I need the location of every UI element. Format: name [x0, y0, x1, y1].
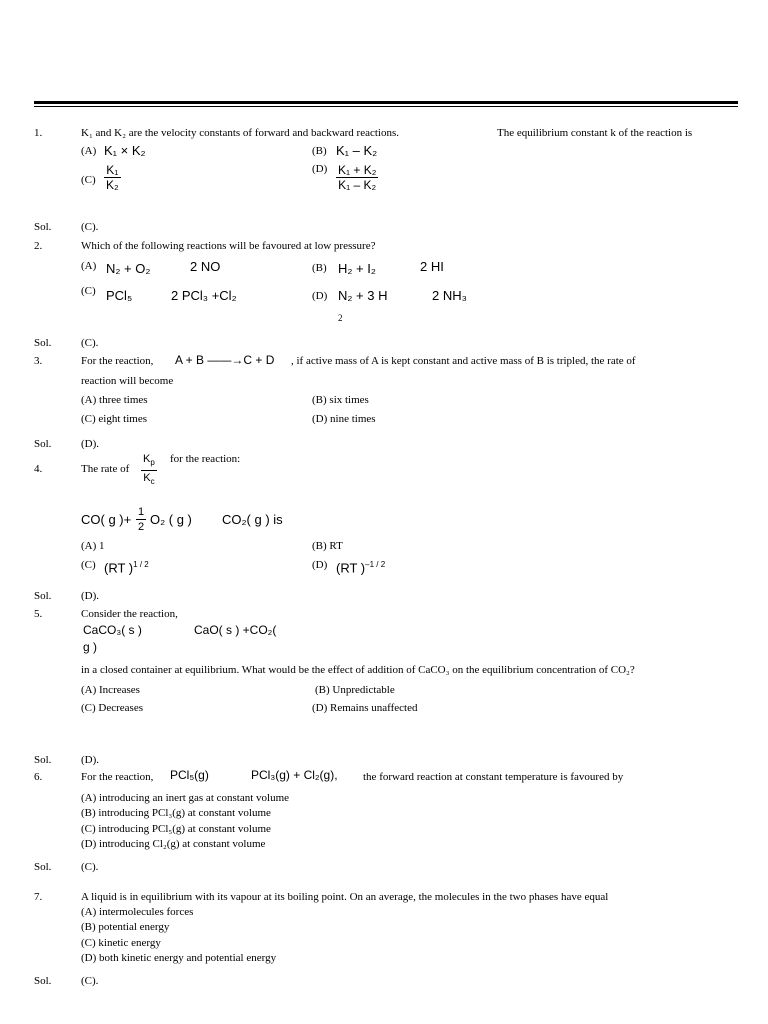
question-number: 5.: [34, 608, 43, 620]
option-a: (A) Increases: [81, 684, 140, 696]
solution-answer: (C).: [81, 221, 99, 233]
fraction-numerator: 1: [138, 506, 145, 518]
fraction-numerator: K₁: [104, 163, 121, 178]
option-a: (A) intermolecules forces: [81, 906, 194, 918]
option-b: (B) Unpredictable: [315, 684, 395, 696]
solution-answer: (C).: [81, 861, 99, 873]
header-rule-thin: [34, 106, 738, 107]
solution-label: Sol.: [34, 590, 52, 602]
option-b-reactants: H₂ + I₂: [338, 261, 376, 276]
option-c-fraction: [104, 163, 121, 192]
option-d-subscript: 2: [338, 313, 343, 323]
option-b: (B) introducing PCl₃(g) at constant volume: [81, 807, 271, 819]
option-c: (C) kinetic energy: [81, 937, 161, 949]
solution-label: Sol.: [34, 754, 52, 766]
option-d-products: 2 NH₃: [432, 288, 467, 303]
question-text: A liquid is in equilibrium with its vapour at its boiling point. On an average, the molecules in the two phases have equal: [81, 891, 609, 903]
question-text: For the reaction,: [81, 355, 154, 367]
option-label: (C): [81, 285, 96, 297]
kp-kc-fraction: [141, 452, 157, 489]
header-rule-thick: [34, 101, 738, 104]
option-b-products: 2 HI: [420, 259, 444, 274]
option-label: (D): [312, 290, 328, 302]
solution-label: Sol.: [34, 975, 52, 987]
question-text: , if active mass of A is kept constant and active mass of B is tripled, the rate of: [291, 355, 636, 367]
half-fraction: [136, 505, 146, 534]
question-number: 7.: [34, 891, 43, 903]
option-label: (B): [312, 262, 327, 274]
fraction-numerator: $K_p$: [141, 452, 157, 471]
option-d-reactants: N₂ + 3 H: [338, 288, 388, 303]
solution-label: Sol.: [34, 337, 52, 349]
question-text: K₁ and K₂ are the velocity constants of forward and backward reactions.: [81, 127, 399, 139]
question-text: The equilibrium constant k of the reaction is: [497, 127, 693, 139]
solution-label: Sol.: [34, 221, 52, 233]
option-b: (B) potential energy: [81, 921, 170, 933]
reaction-reactant: CO( g )+: [81, 512, 132, 527]
fraction-numerator: K₁ + K₂: [338, 163, 377, 177]
question-number: 4.: [34, 463, 43, 475]
option-a-expr: K₁ × K₂: [104, 143, 146, 158]
solution-answer: (C).: [81, 337, 99, 349]
solution-answer: (D).: [81, 438, 100, 450]
option-a: (A) introducing an inert gas at constant volume: [81, 792, 290, 804]
question-text: in a closed container at equilibrium. What would be the effect of addition of CaCO₃ on the equilibrium concentration of CO₂?: [81, 664, 635, 676]
fraction-denominator: $K_c$: [143, 472, 155, 487]
option-d: (D) introducing Cl₂(g) at constant volume: [81, 838, 266, 850]
option-c: (C) introducing PCl₅(g) at constant volume: [81, 823, 271, 835]
question-text: For the reaction,: [81, 771, 154, 783]
option-label: (A): [81, 145, 97, 157]
question-number: 2.: [34, 240, 43, 252]
solution-answer: (D).: [81, 590, 100, 602]
option-d-fraction: [336, 163, 378, 192]
solution-answer: (D).: [81, 754, 100, 766]
option-label: (A): [81, 260, 97, 272]
question-number: 3.: [34, 355, 43, 367]
fraction-denominator: 2: [138, 521, 145, 533]
question-text: reaction will become: [81, 375, 174, 387]
option-a-products: 2 NO: [190, 259, 221, 274]
option-c: (C) Decreases: [81, 702, 143, 714]
option-b-expr: K₁ – K₂: [336, 143, 378, 158]
solution-label: Sol.: [34, 861, 52, 873]
reaction-equation: A + B ——→C + D: [175, 353, 275, 367]
question-text: the forward reaction at constant temperature is favoured by: [363, 771, 624, 783]
option-label: (D): [312, 559, 328, 571]
question-text: Which of the following reactions will be favoured at low pressure?: [81, 240, 376, 252]
solution-answer: (C).: [81, 975, 99, 987]
question-text: Consider the reaction,: [81, 608, 178, 620]
option-d: (D) both kinetic energy and potential energy: [81, 952, 277, 964]
reaction-reactant: PCl₅(g): [170, 768, 209, 782]
option-c-products: 2 PCl₃ +Cl₂: [171, 288, 237, 303]
reaction-reactant: CaCO₃( s ): [83, 623, 142, 637]
fraction-denominator: K₂: [106, 178, 119, 192]
question-text: The rate of: [81, 463, 130, 475]
option-label: (C): [81, 559, 96, 571]
option-c-expr: (RT )$^{1 / 2}$: [104, 560, 149, 576]
option-label: (C): [81, 174, 96, 186]
option-b: (B) RT: [312, 540, 343, 552]
option-label: (B): [312, 145, 327, 157]
option-a: (A) three times: [81, 394, 148, 406]
fraction-denominator: K₁ – K₂: [338, 178, 377, 192]
question-text: for the reaction:: [170, 453, 241, 465]
reaction-products: CaO( s ) +CO₂(: [194, 623, 277, 637]
option-a-reactants: N₂ + O₂: [106, 261, 151, 276]
option-label: (D): [312, 163, 328, 175]
option-c: (C) eight times: [81, 413, 147, 425]
reaction-products: PCl₃(g) + Cl₂(g),: [251, 768, 338, 782]
reaction-products-wrap: g ): [83, 640, 98, 654]
question-number: 1.: [34, 127, 43, 139]
option-c-reactants: PCl₅: [106, 288, 133, 303]
option-b: (B) six times: [312, 394, 369, 406]
solution-label: Sol.: [34, 438, 52, 450]
option-d-expr: (RT )$^{-1 / 2}$: [336, 560, 386, 576]
option-a: (A) 1: [81, 540, 105, 552]
question-number: 6.: [34, 771, 43, 783]
option-d: (D) nine times: [312, 413, 376, 425]
reaction-oxygen: O₂ ( g ): [150, 512, 192, 527]
option-d: (D) Remains unaffected: [312, 702, 418, 714]
reaction-product: CO₂( g ) is: [222, 512, 283, 527]
